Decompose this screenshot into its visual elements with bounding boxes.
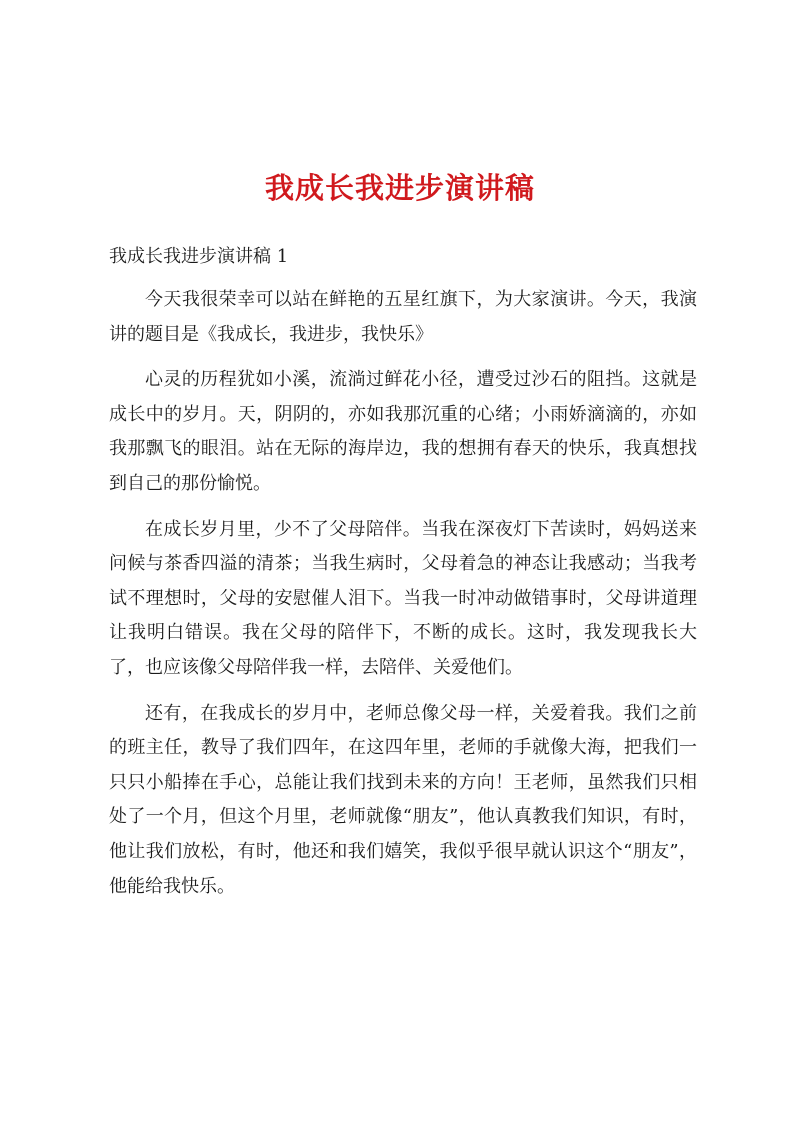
paragraph: 心灵的历程犹如小溪，流淌过鲜花小径，遭受过沙石的阻挡。这就是成长中的岁月。天，阴阴的，亦如我那沉重的心绪；小雨娇滴滴的，亦如我那飘飞的眼泪。站在无际的海岸边，我的想拥有春天的快乐，我真想找到自己的那份愉悦。 [109,369,697,494]
document-body [109,283,697,915]
document-title: 我成长我进步演讲稿 [264,171,535,205]
paragraph: 还有，在我成长的岁月中，老师总像父母一样，关爱着我。我们之前的班主任，教导了我们四年，在这四年里，老师的手就像大海，把我们一只只小船捧在手心，总能让我们找到未来的方向！王老师，虽然我们只相处了一个月，但这个月里，老师就像“朋友”，他认真教我们知识，有时，他让我们放松，有时，他还和我们嬉笑，我似乎很早就认识这个“朋友”，他能给我快乐。 [109,702,697,897]
paragraph: 在成长岁月里，少不了父母陪伴。当我在深夜灯下苦读时，妈妈送来问候与茶香四溢的清茶；当我生病时，父母着急的神态让我感动；当我考试不理想时，父母的安慰催人泪下。当我一时冲动做错事时，父母讲道理让我明白错误。我在父母的陪伴下，不断的成长。这时，我发现我长大了，也应该像父母陪伴我一样，去陪伴、关爱他们。 [109,518,697,678]
section-heading: 我成长我进步演讲稿 1 [109,246,289,267]
paragraph: 今天我很荣幸可以站在鲜艳的五星红旗下，为大家演讲。今天，我演讲的题目是《我成长，我进步，我快乐》 [109,289,697,345]
